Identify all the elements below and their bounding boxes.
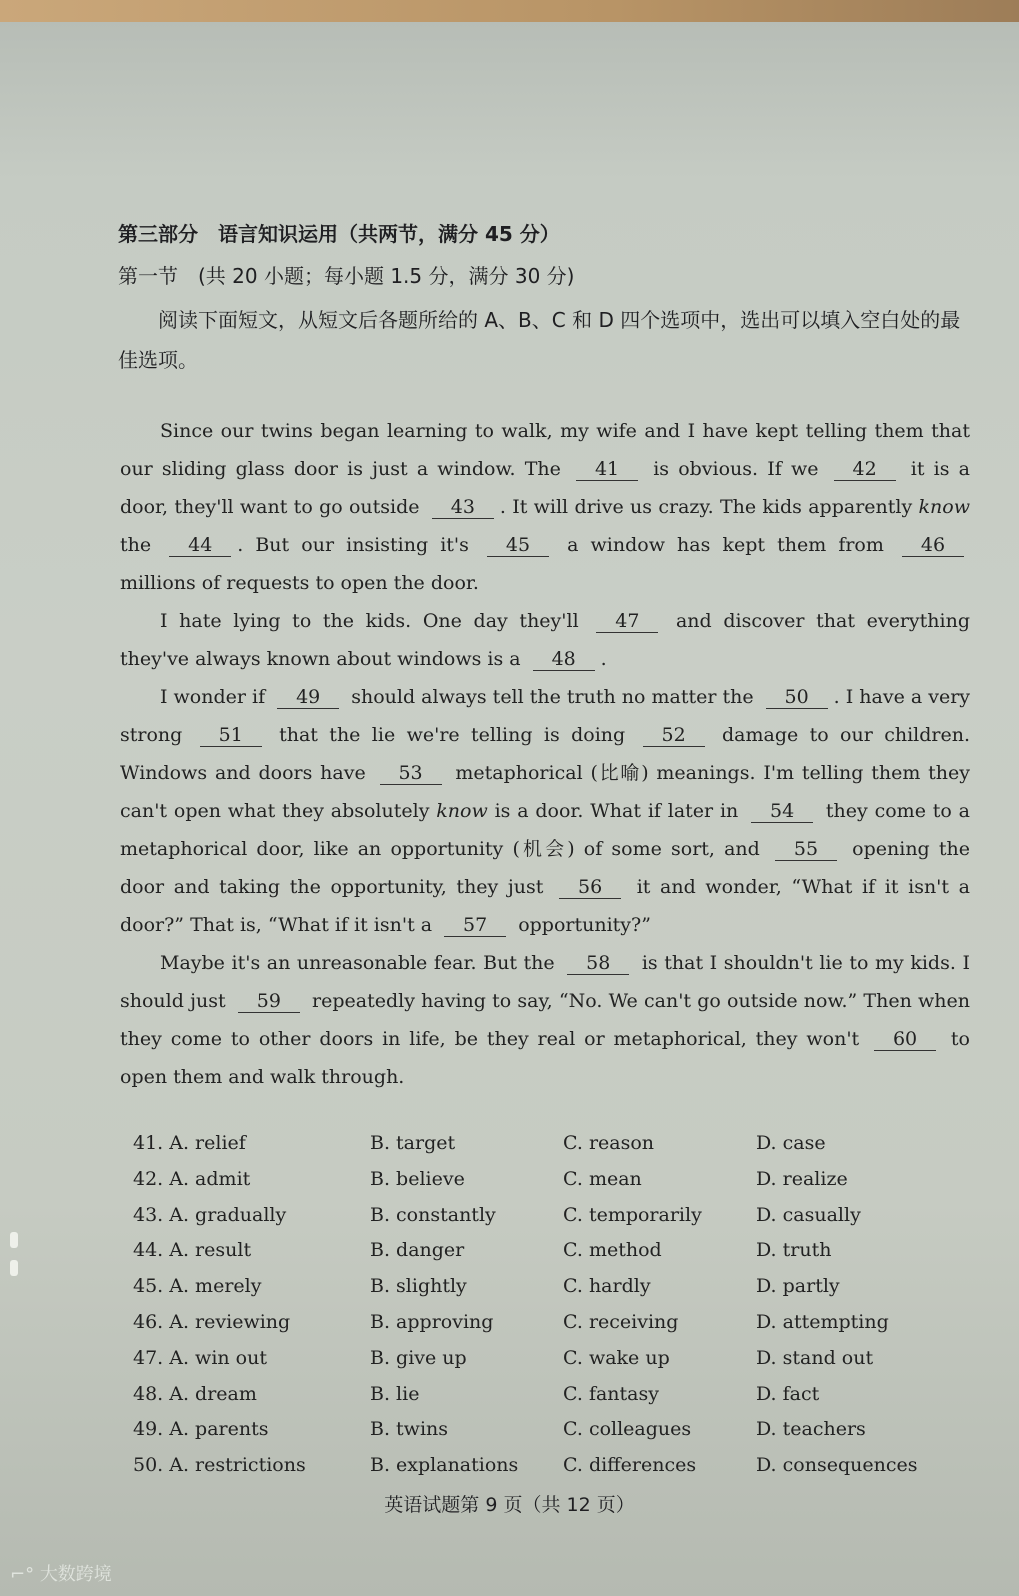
exam-page <box>0 22 1019 1596</box>
option-row-43: 43. A. gradually B. constantly C. temporarily D. casually <box>133 1203 861 1226</box>
paragraph-4: Maybe it's an unreasonable fear. But the 58 is that I shouldn't lie to my kids. I should just 59 repeatedly having to say, “No. We can't go outside now.” Then when they come to other doors in life, be they real or metaphorical, they won't 60 to open them and walk through. <box>120 952 970 1088</box>
blank-58: 58 <box>567 952 629 975</box>
option-row-49: 49. A. parents B. twins C. colleagues D. teachers <box>133 1418 866 1441</box>
blank-43: 43 <box>432 496 494 519</box>
option-row-41: 41. A. relief B. target C. reason D. case <box>133 1132 826 1154</box>
option-row-47: 47. A. win out B. give up C. wake up D. stand out <box>133 1346 874 1369</box>
blank-50: 50 <box>766 686 828 709</box>
blank-45: 45 <box>487 534 549 557</box>
blank-46: 46 <box>902 534 964 557</box>
option-row-45: 45. A. merely B. slightly C. hardly D. partly <box>133 1275 840 1298</box>
blank-41: 41 <box>576 458 638 481</box>
blank-59: 59 <box>238 990 300 1013</box>
blank-56: 56 <box>559 876 621 899</box>
option-row-44: 44. A. result B. danger C. method D. truth <box>133 1239 832 1262</box>
blank-51: 51 <box>200 724 262 747</box>
paragraph-2: I hate lying to the kids. One day they'll 47 and discover that everything they've always known about windows is a 48 . <box>120 610 971 670</box>
blank-53: 53 <box>380 762 442 785</box>
blank-48: 48 <box>533 648 595 671</box>
option-row-48: 48. A. dream B. lie C. fantasy D. fact <box>133 1382 820 1405</box>
paragraph-1: Since our twins began learning to walk, my wife and I have kept telling them that our sliding glass door is just a window. The 41 is obvious. If we 42 it is a door, they'll want to go outside 43 . It will drive us crazy. The kids apparently know the 44 . But our insisting it's 45 a window has kept them from 46 millions of requests to open the door. <box>120 420 970 594</box>
section-title: 第一节 (共 20 小题；每小题 1.5 分，满分 30 分) <box>118 264 575 288</box>
blank-52: 52 <box>643 724 705 747</box>
option-row-42: 42. A. admit B. believe C. mean D. realize <box>133 1167 848 1190</box>
page-footer: 英语试题第 9 页（共 12 页） <box>384 1494 635 1516</box>
part-title: 第三部分 语言知识运用（共两节，满分 45 分） <box>118 222 560 246</box>
option-row-50: 50. A. restrictions B. explanations C. differences D. consequences <box>133 1454 918 1477</box>
paragraph-3: I wonder if 49 should always tell the truth no matter the 50 . I have a very strong 51 that the lie we're telling is doing 52 damage to our children. Windows and doors have 53 metaphorical (比喻) meanings. I'm telling them they can't open what they absolutely know is a door. What if later in 54 they come to a metaphorical door, like an opportunity (机会) of some sort, and 55 opening the door and taking the opportunity, they just 56 it and wonder, “What if it isn't a door?” That is, “What if it isn't a 57 opportunity?” <box>120 686 971 936</box>
blank-60: 60 <box>874 1028 936 1051</box>
blank-55: 55 <box>775 838 837 861</box>
watermark-logo: ⌐° 大数跨境 <box>10 1564 112 1585</box>
blank-47: 47 <box>596 610 658 633</box>
blank-49: 49 <box>277 686 339 709</box>
answer-options <box>133 1132 933 1490</box>
blank-44: 44 <box>169 534 231 557</box>
blank-54: 54 <box>751 800 813 823</box>
instructions: 阅读下面短文，从短文后各题所给的 A、B、C 和 D 四个选项中，选出可以填入空白处的最佳选项。 <box>118 308 961 372</box>
option-row-46: 46. A. reviewing B. approving C. receiving D. attempting <box>133 1310 889 1333</box>
binding-holes <box>10 1232 24 1292</box>
blank-42: 42 <box>834 458 896 481</box>
blank-57: 57 <box>444 914 506 937</box>
cloze-passage <box>120 412 970 1096</box>
